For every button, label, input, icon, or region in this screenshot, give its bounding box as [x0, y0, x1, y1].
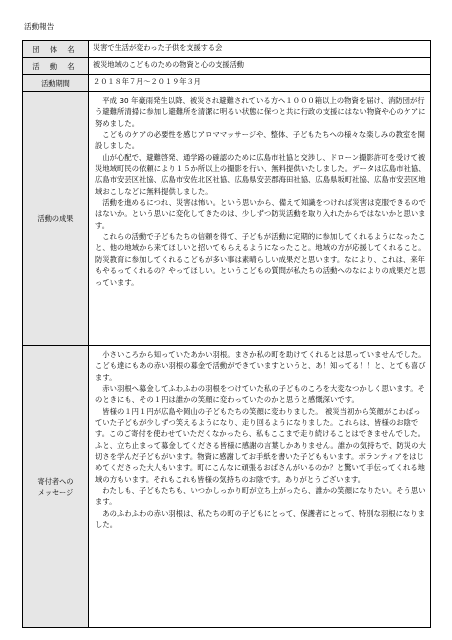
results-row	[23, 92, 431, 346]
organization-label: 団 体 名	[23, 41, 89, 58]
activity-row	[23, 58, 431, 75]
results-paragraph: これらの活動で子どもたちの信頼を得て、子どもが活動に定期的に参加してくれるようになったこと、他の地域から来てほしいと招いてもらえるようになったこと。地域の方が応援してくれること。防災教育に参加してくれるこどもが多い事は素晴らしい成果だと思います。なにより、これは、来年もやるってくれるの？やってほしい。というこどもの質問が私たちの活動へのなによりの成果だと思っています。	[95, 232, 426, 287]
results-label: 活動の成果	[23, 92, 89, 346]
organization-row	[23, 41, 431, 58]
activity-value: 被災地域のこどものための物資と心の支援活動	[89, 58, 431, 75]
activity-label: 活 動 名	[23, 58, 89, 75]
message-label-line2: メッセージ	[37, 487, 74, 497]
message-paragraph: わたしも、子どもたちも、いつかしっかり町が立ち上がったら、誰かの笑顔になりたい。そう思います。	[95, 486, 426, 507]
message-paragraph: あのふわふわの赤い羽根は、私たちの町の子どもにとって、保護者にとって、特別な羽根になりました。	[95, 508, 425, 530]
organization-value: 災害で生活が変わった子供を支援する会	[89, 41, 431, 58]
results-paragraph: こどものケアの必要性を感じアロママッサージや、整体、子どもたちへの様々な楽しみの教室を開設しました。	[95, 130, 425, 151]
period-value: ２０１８年７月～２０１９年３月	[89, 75, 431, 92]
results-paragraph: 活動を進めるにつれ、災害は怖い。という思いから、備えて知識をつければ災害は克服できるのではないか。という思いに変化してきたのは、少しずつ防災活動を取り入れたからではないかと思います。	[95, 198, 426, 230]
message-paragraph: 赤い羽根へ募金してふわふわの羽根をつけていた私の子どものころを大変なつかしく思います。そのときにも、その１円は誰かの笑顔に変わっていたのかと思うと感慨深いです。	[95, 384, 425, 405]
message-label	[23, 346, 89, 628]
period-row	[23, 75, 431, 92]
message-row	[23, 346, 431, 628]
results-body	[89, 92, 431, 346]
results-paragraph: 山が心配で、避難啓発、通学路の確認のために広島市社協と交渉し、ドローン撮影許可を受けて被災地域町民の依頼により１５か所以上の撮影を行い、無料提供いたしました。データは広島市社協、広島市安芸区社協、広島市安佐北区社協、広島県安芸郡海田社協、広島県坂町社協、広島市安芸区地域おこしなどに無料提供しました。	[95, 152, 426, 196]
report-table	[22, 40, 431, 628]
period-label: 活動期間	[23, 75, 89, 92]
message-paragraph: 小さいころから知っていたあかい羽根。まさか私の町を助けてくれるとは思っていませんでした。こども達にもあの赤い羽根の募金で活動ができていますというと、あ！知ってる！！と、とても喜びます。	[95, 350, 426, 382]
document-heading: 活動報告	[24, 22, 55, 31]
message-body	[89, 346, 431, 628]
message-paragraph: 皆様の１円１円が広島や岡山の子どもたちの笑顔に変わりました。 被災当初から笑顔がこわばっていた子どもが少しずつ笑えるようになり、走り回るようになりました。これらは、皆様のお陰です。このご寄付を使わせていただくなかったら、私もここまで走り続けることはできませんでした。ふと、立ち止まって募金してくださる皆様に感謝の言葉しかありません。誰かの気持ちで、防災の大切さを学んだ子どもがいます。物資に感謝してお手紙を書いた子どももいます。ボランティアをはじめてくださった大人もいます。町にこんなに頑張るおばさんがいるのか？と驚いて手伝ってくれる地域の方もいます。それもこれも皆様の気持ちのお陰です。ありがとうございます。	[95, 406, 426, 484]
message-label-line1: 寄付者への	[37, 476, 74, 486]
results-paragraph: 平成 30 年豪雨発生以降、被災され避難されている方へ１０００箱以上の物資を届け、消防団が行う避難所清掃に参加し避難所を清潔に明るい状態に保つと共に行政の支援にはない物資や心のケアに努めました。	[95, 96, 426, 128]
